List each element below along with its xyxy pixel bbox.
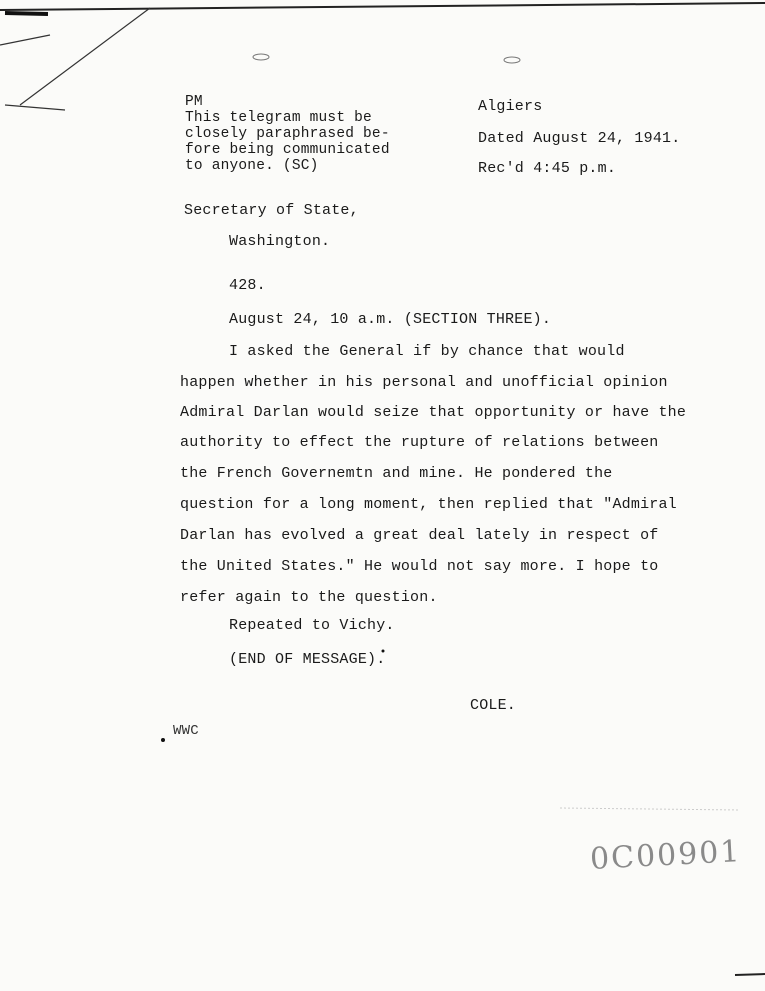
dated-line: Dated August 24, 1941. [478,130,681,147]
header-left-line: fore being communicated [185,142,390,158]
address-city: Washington. [229,233,331,250]
header-left-line: This telegram must be [185,110,372,126]
bottom-corner-mark [735,974,765,975]
section-line: August 24, 10 a.m. (SECTION THREE). [229,311,552,328]
punch-hole-left [253,54,269,60]
corner-mark [5,13,48,14]
diagonal-mark [20,8,150,105]
received-line: Rec'd 4:45 p.m. [478,160,617,177]
message-number: 428. [229,277,266,294]
signature: COLE. [470,697,517,714]
body-line: I asked the General if by chance that would [229,343,625,360]
handwritten-number: 0C00901 [589,834,743,877]
addressee: Secretary of State, [184,202,359,219]
body-line: Admiral Darlan would seize that opportunity or have the [180,404,687,421]
body-line: the French Governemtn and mine. He pondered the [180,465,613,482]
punch-hole-right [504,57,520,63]
header-left-line: to anyone. (SC) [185,158,319,174]
diagonal-mark-2 [0,35,50,45]
ink-dot [161,738,165,742]
origin-city: Algiers [478,98,543,115]
body-line: question for a long moment, then replied that "Admiral [180,496,677,513]
header-left-line: closely paraphrased be- [185,126,390,142]
header-left-line: PM [185,94,203,110]
body-line: refer again to the question. [180,589,438,606]
body-line: Darlan has evolved a great deal lately in respect of [180,527,659,544]
faint-line [560,808,740,810]
body-line: authority to effect the rupture of relations between [180,434,659,451]
end-of-message: (END OF MESSAGE). [229,651,386,668]
initials: WWC [173,723,199,739]
corner-line [5,105,65,110]
body-line: happen whether in his personal and unofficial opinion [180,374,668,391]
repeated-line: Repeated to Vichy. [229,617,395,634]
top-edge-line [0,3,765,10]
body-line: the United States." He would not say more. I hope to [180,558,659,575]
